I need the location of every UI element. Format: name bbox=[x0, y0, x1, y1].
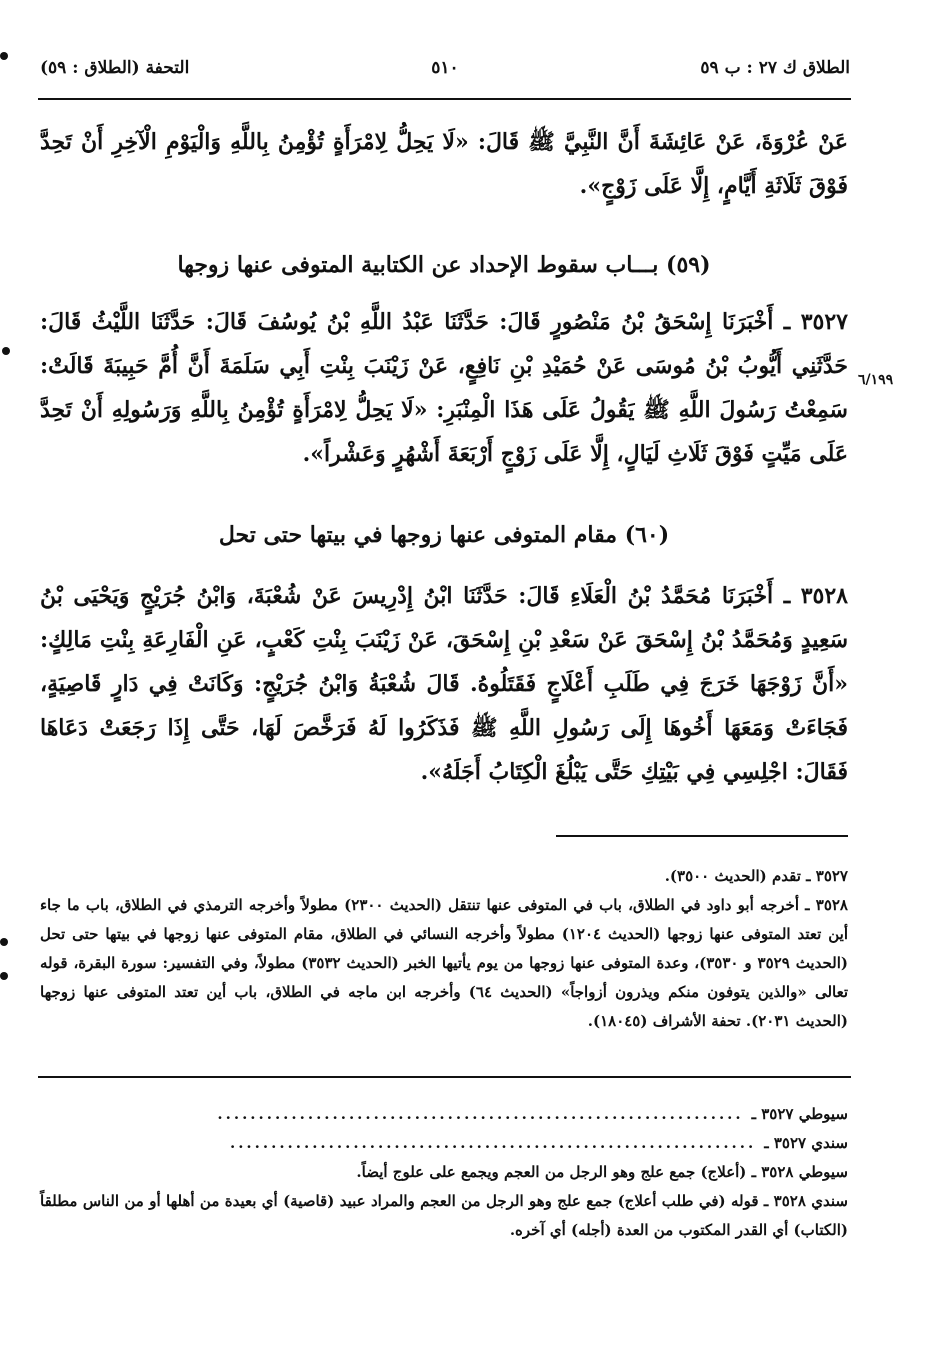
dot-leader: ................................................................ bbox=[229, 1134, 757, 1152]
header-chapter-ref: الطلاق ك ٢٧ : ب ٥٩ bbox=[700, 58, 850, 78]
commentary-suyuti-3527 bbox=[40, 1100, 848, 1129]
dot-leader: ................................................................ bbox=[217, 1105, 744, 1123]
hadith-3528: ٣٥٢٨ ـ أَخْبَرَنَا مُحَمَّدُ بْنُ الْعَلَاءِ قَالَ: حَدَّثَنَا ابْنُ إِدْرِيسَ عَنْ شُعْبَةَ، وَابْنُ جُرَيْجٍ وَيَحْيَى بْنُ سَعِيدٍ وَمُحَمَّدُ بْنُ إِسْحَقَ عَنْ سَعْدِ بْنِ إِسْحَقَ، عَنْ زَيْنَبَ بِنْتِ كَعْبٍ، عَنِ الْفَارِعَةِ بِنْتِ مَالِكٍ: «أَنَّ زَوْجَهَا خَرَجَ فِي طَلَبِ أَعْلَاجٍ فَقَتَلُوهُ. قَالَ شُعْبَةُ وَابْنُ جُرَيْجٍ: وَكَانَتْ فِي دَارٍ قَاصِيَةٍ، فَجَاءَتْ وَمَعَهَا أَخُوهَا إِلَى رَسُولِ اللَّهِ ﷺ فَذَكَرُوا لَهُ فَرَخَّصَ لَهَا، حَتَّى إِذَا رَجَعَتْ دَعَاهَا فَقَالَ: اجْلِسِي فِي بَيْتِكِ حَتَّى يَبْلُغَ الْكِتَابُ أَجَلَهُ». bbox=[40, 583, 848, 785]
footnotes bbox=[40, 862, 848, 1036]
header-tuhfa-ref: التحفة (الطلاق : ٥٩) bbox=[40, 58, 190, 78]
margin-volume-ref: ٦/١٩٩ bbox=[858, 372, 894, 388]
commentary-label: سيوطي ٣٥٢٧ ـ bbox=[751, 1105, 848, 1123]
commentary-section bbox=[40, 1100, 848, 1245]
footnote-3527: ٣٥٢٧ ـ تقدم (الحديث ٣٥٠٠). bbox=[664, 867, 848, 885]
hadith-3527: ٣٥٢٧ ـ أَخْبَرَنَا إِسْحَقُ بْنُ مَنْصُورٍ قَالَ: حَدَّثَنَا عَبْدُ اللَّهِ بْنُ يُوسُفَ قَالَ: حَدَّثَنَا اللَّيْثُ قَالَ: حَدَّثَنِي أَيُّوبُ بْنُ مُوسَى عَنْ حُمَيْدِ بْنِ نَافِعٍ، عَنْ زَيْنَبَ بِنْتِ أَبِي سَلَمَةَ أَنَّ أُمَّ حَبِيبَةَ قَالَتْ: سَمِعْتُ رَسُولَ اللَّهِ ﷺ يَقُولُ عَلَى هَذَا الْمِنْبَرِ: «لَا يَحِلُّ لِامْرَأَةٍ تُؤْمِنُ بِاللَّهِ وَرَسُولِهِ أَنْ تَحِدَّ عَلَى مَيِّتٍ فَوْقَ ثَلَاثِ لَيَالٍ، إِلَّا عَلَى زَوْجٍ أَرْبَعَةَ أَشْهُرٍ وَعَشْراً». bbox=[40, 309, 848, 467]
commentary-sindi-3527 bbox=[40, 1129, 848, 1158]
margin-bullet bbox=[0, 972, 8, 980]
commentary-label: سندي ٣٥٢٧ ـ bbox=[764, 1134, 848, 1152]
chapter-heading-59: (٥٩) بـــاب سقوط الإحداد عن الكتابية المتوفى عنها زوجها bbox=[177, 252, 711, 278]
footnote-separator bbox=[556, 835, 848, 837]
margin-bullet bbox=[2, 347, 10, 355]
commentary-suyuti-3528: سيوطي ٣٥٢٨ ـ (أعلاج) جمع علج وهو الرجل من العجم ويجمع على علوج أيضاً. bbox=[356, 1163, 848, 1181]
margin-bullet bbox=[0, 938, 8, 946]
header-rule bbox=[38, 98, 851, 100]
commentary-sindi-3528: سندي ٣٥٢٨ ـ قوله (في طلب أعلاج) جمع علج وهو الرجل من العجم والمراد عبيد (قاصية) أي بعيدة من أهلها أو من الناس مطلقاً (الكتاب) أي القدر المكتوب من العدة (أجله) أي آخره. bbox=[40, 1192, 848, 1239]
page-number: ٥١٠ bbox=[431, 58, 459, 78]
chapter-heading-60: (٦٠) مقام المتوفى عنها زوجها في بيتها حتى تحل bbox=[218, 522, 670, 548]
hadith-continuation: عَنْ عُرْوَةَ، عَنْ عَائِشَةَ أَنَّ النَّبِيَّ ﷺ قَالَ: «لَا يَحِلُّ لِامْرَأَةٍ تُؤْمِنُ بِاللَّهِ وَالْيَوْمِ الْآخِرِ أَنْ تَحِدَّ فَوْقَ ثَلَاثَةِ أَيَّامٍ، إِلَّا عَلَى زَوْجٍ». bbox=[40, 129, 848, 199]
margin-bullet bbox=[0, 52, 8, 60]
commentary-separator bbox=[38, 1076, 851, 1078]
page-header bbox=[40, 58, 850, 88]
footnote-3528: ٣٥٢٨ ـ أخرجه أبو داود في الطلاق، باب في المتوفى عنها تنتقل (الحديث ٢٣٠٠) مطولاً وأخرجه الترمذي في الطلاق، باب ما جاء أين تعتد المتوفى عنها زوجها (الحديث ١٢٠٤) مطولاً وأخرجه النسائي في الطلاق، مقام المتوفى عنها زوجها في بيتها حتى تحل (الحديث ٣٥٢٩ و ٣٥٣٠)، وعدة المتوفى عنها زوجها من يوم يأتيها الخبر (الحديث ٣٥٣٢) مطولاً، وفي التفسير: سورة البقرة، قوله تعالى «والذين يتوفون منكم ويذرون أزواجاً» (الحديث ٦٤) وأخرجه ابن ماجه في الطلاق، باب أين تعتد المتوفى عنها زوجها (الحديث ٢٠٣١). تحفة الأشراف (١٨٠٤٥). bbox=[40, 896, 848, 1030]
